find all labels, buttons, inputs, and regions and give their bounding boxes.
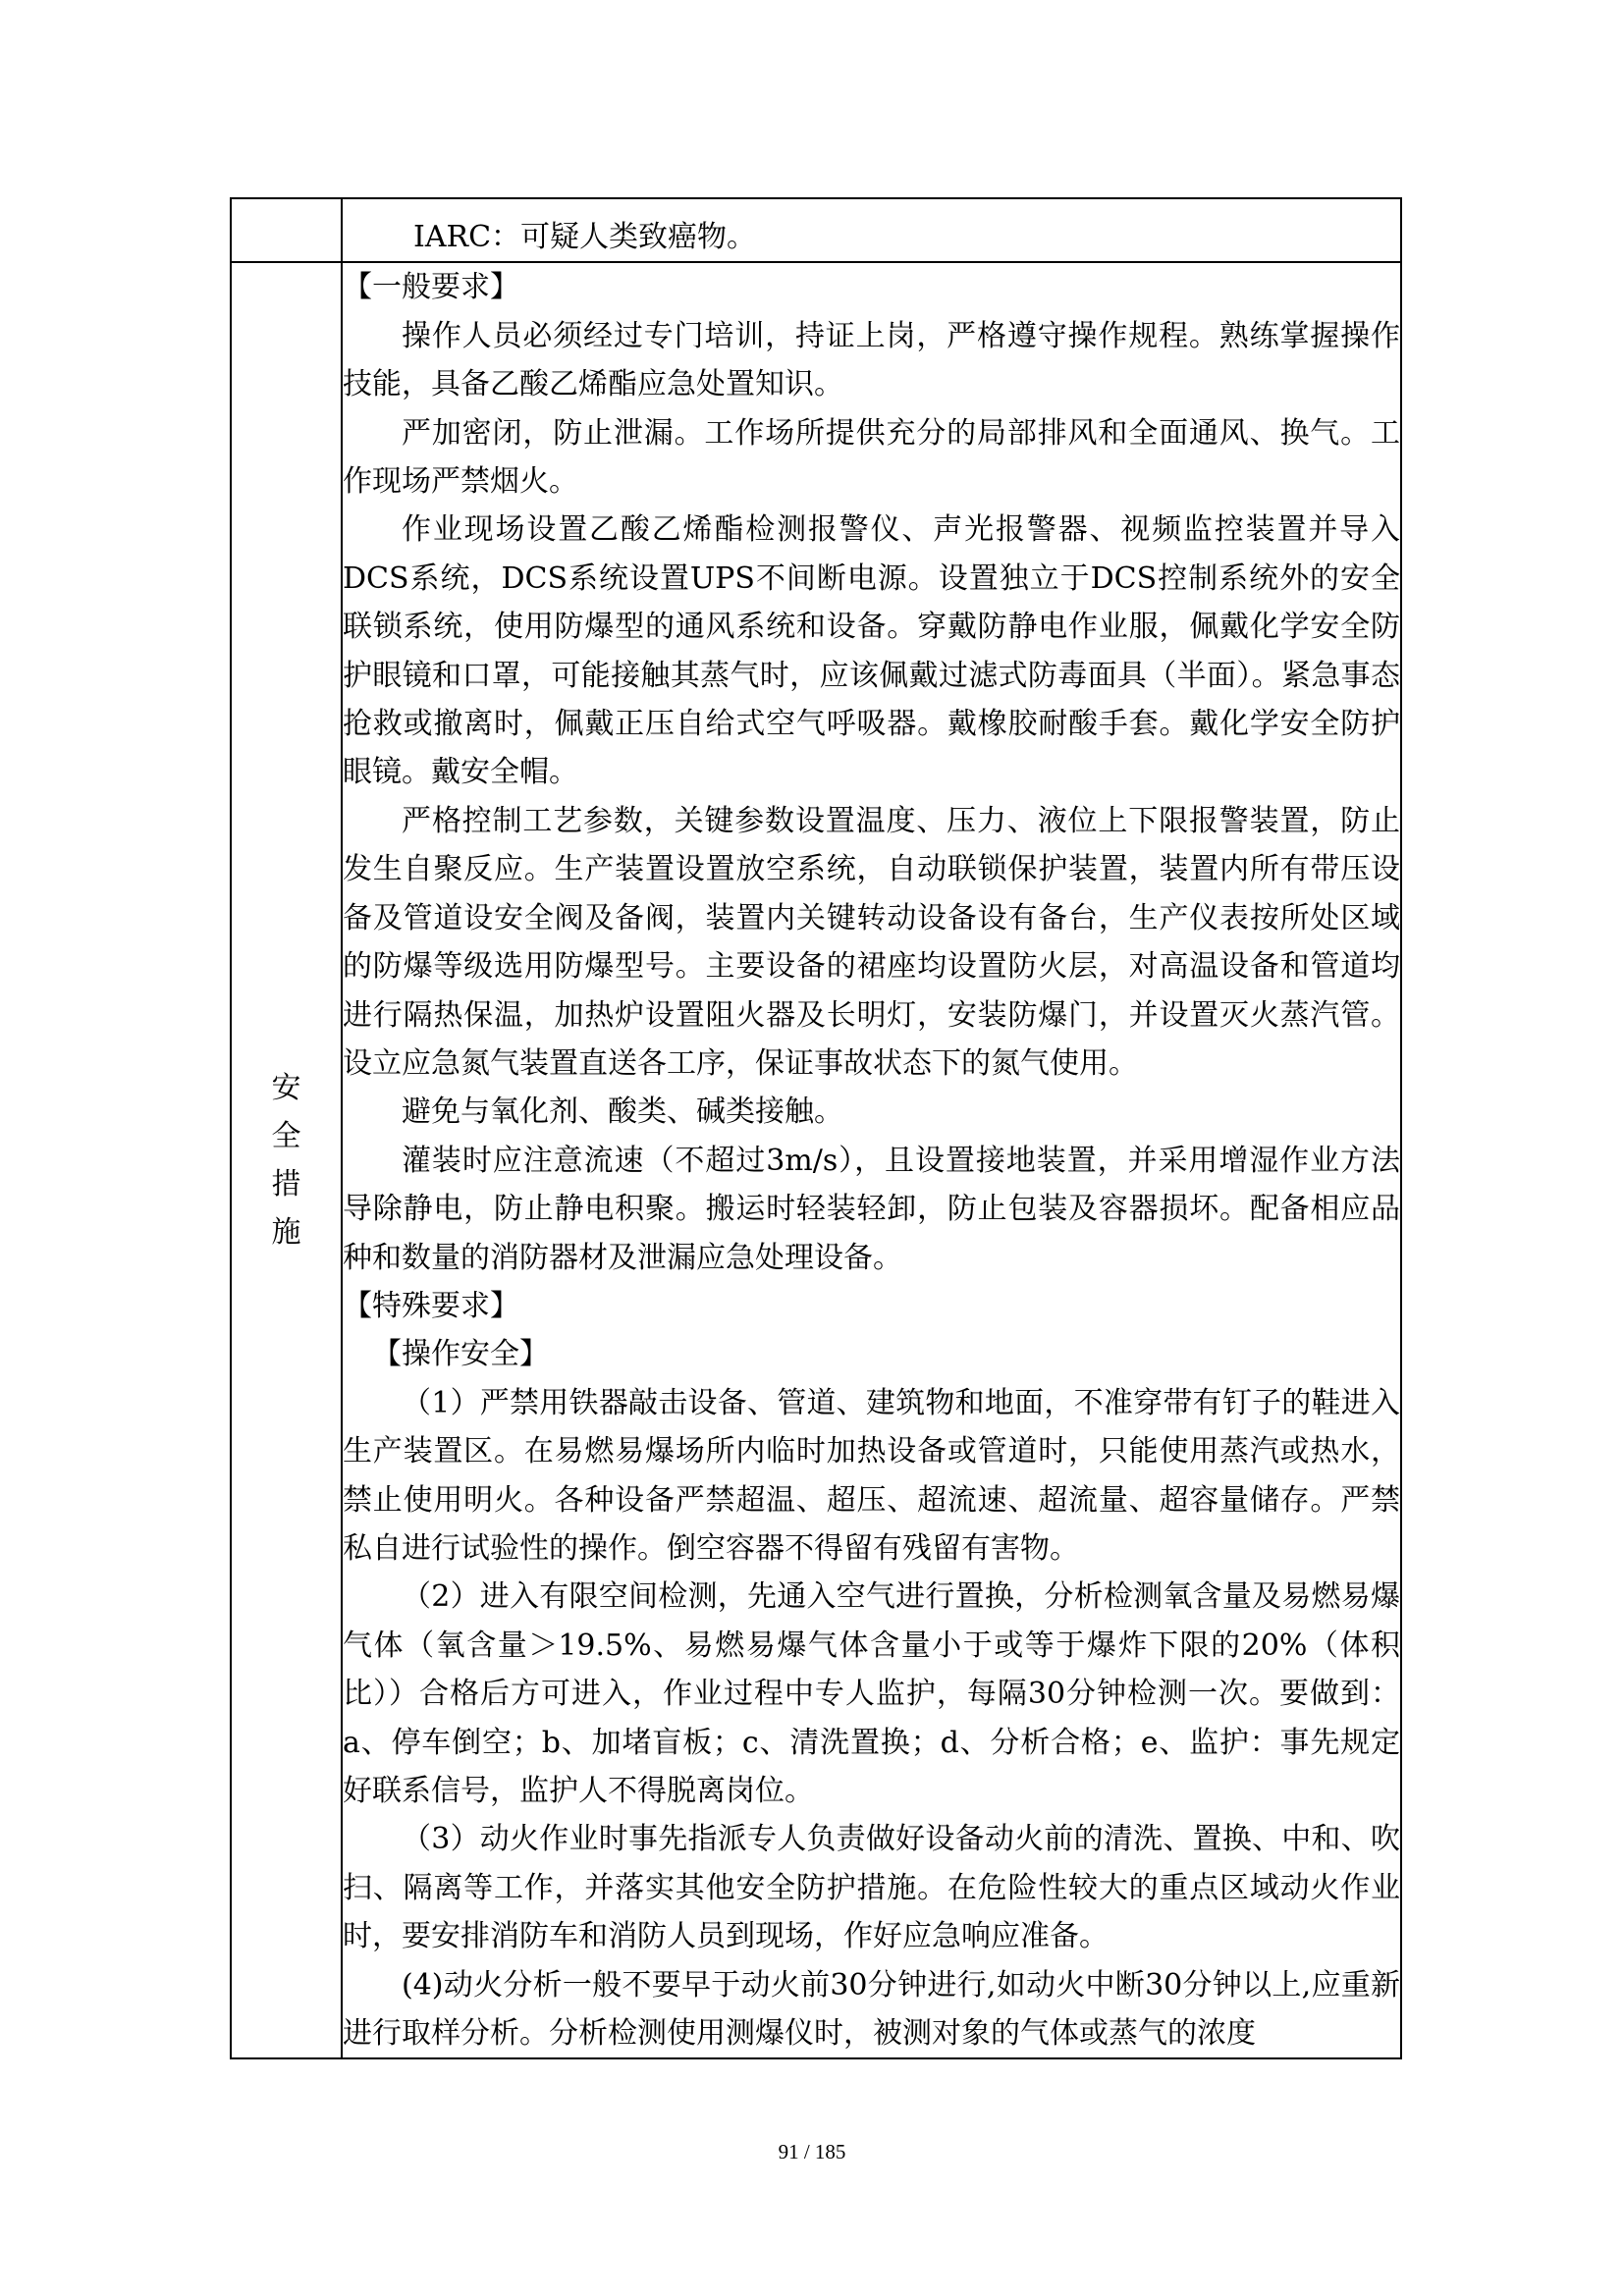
paragraph: 操作人员必须经过专门培训，持证上岗，严格遵守操作规程。熟练掌握操作技能，具备乙酸乙烯酯应急处置知识。 xyxy=(343,318,1400,402)
iarc-note xyxy=(342,198,1401,262)
safety-measures-table xyxy=(230,197,1402,2059)
special-item: （1）严禁用铁器敲击设备、管道、建筑物和地面，不准穿带有钉子的鞋进入生产装置区。在易燃易爆场所内临时加热设备或管道时，只能使用蒸汽或热水，禁止使用明火。各种设备严禁超温、超压、超流速、超流量、超容量储存。严禁私自进行试验性的操作。倒空容器不得留有残留有害物。 xyxy=(343,1385,1400,1566)
iarc-text: IARC：可疑人类致癌物。 xyxy=(413,220,757,254)
table-row xyxy=(231,198,1401,262)
paragraph: 灌装时应注意流速（不超过3m/s），且设置接地装置，并采用增湿作业方法导除静电，防止静电积聚。搬运时轻装轻卸，防止包装及容器损坏。配备相应品种和数量的消防器材及泄漏应急处理设备。 xyxy=(343,1143,1400,1275)
paragraph: 严加密闭，防止泄漏。工作场所提供充分的局部排风和全面通风、换气。工作现场严禁烟火。 xyxy=(343,415,1400,500)
label-char: 施 xyxy=(271,1215,301,1251)
section-content-cell xyxy=(342,262,1401,2058)
operation-safety-heading: 【操作安全】 xyxy=(372,1337,549,1372)
label-char: 全 xyxy=(271,1119,301,1154)
paragraph: 避免与氧化剂、酸类、碱类接触。 xyxy=(402,1095,843,1130)
special-requirements-heading: 【特殊要求】 xyxy=(343,1288,519,1323)
label-char: 安 xyxy=(271,1071,301,1106)
special-item: (4)动火分析一般不要早于动火前30分钟进行,如动火中断30分钟以上,应重新进行取样分析。分析检测使用测爆仪时，被测对象的气体或蒸气的浓度 xyxy=(343,1967,1400,2052)
general-requirements-heading: 【一般要求】 xyxy=(343,270,519,305)
label-char: 措 xyxy=(271,1167,301,1202)
special-item: （2）进入有限空间检测，先通入空气进行置换，分析检测氧含量及易燃易爆气体（氧含量＞19.5%、易燃易爆气体含量小于或等于爆炸下限的20%（体积比））合格后方可进入，作业过程中专人监护，每隔30分钟检测一次。要做到：a、停车倒空；b、加堵盲板；c、清洗置换；d、分析合格；e、监护：事先规定好联系信号，监护人不得脱离岗位。 xyxy=(343,1579,1400,1808)
section-label xyxy=(272,1064,301,1256)
paragraph: 作业现场设置乙酸乙烯酯检测报警仪、声光报警器、视频监控装置并导入DCS系统，DCS系统设置UPS不间断电源。设置独立于DCS控制系统外的安全联锁系统，使用防爆型的通风系统和设备。穿戴防静电作业服，佩戴化学安全防护眼镜和口罩，可能接触其蒸气时，应该佩戴过滤式防毒面具（半面）。紧急事态抢救或撤离时，佩戴正压自给式空气呼吸器。戴橡胶耐酸手套。戴化学安全防护眼镜。戴安全帽。 xyxy=(343,512,1400,790)
page-number: 91 / 185 xyxy=(778,2140,846,2163)
empty-label-cell xyxy=(231,198,342,262)
table-row xyxy=(231,262,1401,2058)
section-label-cell xyxy=(231,262,342,2058)
paragraph: 严格控制工艺参数，关键参数设置温度、压力、液位上下限报警装置，防止发生自聚反应。生产装置设置放空系统，自动联锁保护装置，装置内所有带压设备及管道设安全阀及备阀，装置内关键转动设备设有备台，生产仪表按所处区域的防爆等级选用防爆型号。主要设备的裙座均设置防火层，对高温设备和管道均进行隔热保温，加热炉设置阻火器及长明灯，安装防爆门，并设置灭火蒸汽管。设立应急氮气装置直送各工序，保证事故状态下的氮气使用。 xyxy=(343,803,1400,1081)
special-item: （3）动火作业时事先指派专人负责做好设备动火前的清洗、置换、中和、吹扫、隔离等工作，并落实其他安全防护措施。在危险性较大的重点区域动火作业时，要安排消防车和消防人员到现场，作好应急响应准备。 xyxy=(343,1822,1400,1954)
